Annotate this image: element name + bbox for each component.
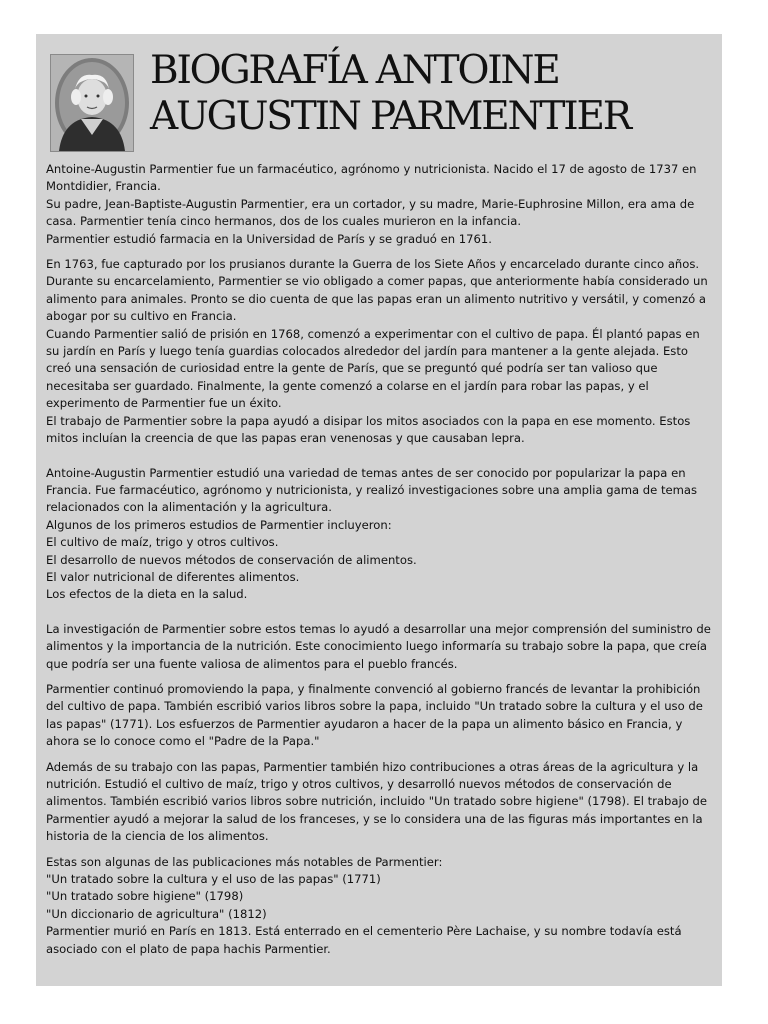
paragraph: Algunos de los primeros estudios de Parmentier incluyeron: <box>46 517 392 532</box>
list-item: "Un tratado sobre la cultura y el uso de las papas" (1771) <box>46 872 381 887</box>
paragraph: Su padre, Jean-Baptiste-Augustin Parmentier, era un cortador, y su madre, Marie-Euphrosine Millon, era ama de casa. Parmentier tenía cinco hermanos, dos de los cuales murieron en la infancia. <box>46 196 695 229</box>
page-title <box>150 48 710 140</box>
spacer <box>46 846 716 854</box>
spacer <box>46 248 716 256</box>
paragraph: Parmentier murió en París en 1813. Está enterrado en el cementerio Père Lachaise, y su nombre todavía está asociado con el plato de papa hachis Parmentier. <box>46 924 682 956</box>
title-line-1: BIOGRAFÍA ANTOINE <box>150 48 559 93</box>
paragraph: La investigación de Parmentier sobre estos temas lo ayudó a desarrollar una mejor comprensión del suministro de alimentos y la importancia de la nutrición. Este conocimiento luego informaría su trabajo sobre la papa, que creía que podría ser una fuente valiosa de alimentos para el pueblo francés. <box>46 621 711 671</box>
title-line-2: AUGUSTIN PARMENTIER <box>150 94 630 139</box>
paragraph: El trabajo de Parmentier sobre la papa ayudó a disipar los mitos asociados con la papa en ese momento. Estos mitos incluían la creencia de que las papas eran venenosas y que causaban lepra. <box>46 413 691 446</box>
list-item: El desarrollo de nuevos métodos de conservación de alimentos. <box>46 552 417 567</box>
spacer <box>46 751 716 759</box>
list-item: El cultivo de maíz, trigo y otros cultivos. <box>46 535 279 550</box>
list-item: "Un tratado sobre higiene" (1798) <box>46 889 244 904</box>
paragraph: Cuando Parmentier salió de prisión en 1768, comenzó a experimentar con el cultivo de papa. Él plantó papas en su jardín en París y luego tenía guardias colocados alrededor del jardín para mantener a la gente alejada. Esto creó una sensación de curiosidad entre la gente de París, que se preguntó qué podría ser tan valioso que necesitaba ser guardado. Finalmente, la gente comenzó a colarse en el jardín para robar las papas, y el experimento de Parmentier fue un éxito. <box>46 326 700 411</box>
paragraph: Parmentier estudió farmacia en la Universidad de París y se graduó en 1761. <box>46 231 492 246</box>
paragraph: Antoine-Augustin Parmentier fue un farmacéutico, agrónomo y nutricionista. Nacido el 17 de agosto de 1737 en Montdidier, Francia. <box>46 162 697 194</box>
spacer <box>46 604 716 621</box>
paragraph: Antoine-Augustin Parmentier estudió una variedad de temas antes de ser conocido por popularizar la papa en Francia. Fue farmacéutico, agrónomo y nutricionista, y realizó investigaciones sobre una amplia gama de temas relacionados con la alimentación y la agricultura. <box>46 465 698 515</box>
paragraph: Parmentier continuó promoviendo la papa, y finalmente convenció al gobierno francés de levantar la prohibición del cultivo de papa. También escribió varios libros sobre la papa, incluido "Un tratado sobre la cultura y el uso de las papas" (1771). Los esfuerzos de Parmentier ayudaron a hacer de la papa un alimento básico en Francia, y ahora se lo conoce como el "Padre de la Papa." <box>46 681 703 749</box>
list-item: Los efectos de la dieta en la salud. <box>46 587 248 602</box>
portrait-icon <box>51 55 133 151</box>
portrait-image <box>50 54 134 152</box>
document-page <box>36 34 722 986</box>
spacer <box>46 673 716 681</box>
list-item: El valor nutricional de diferentes alimentos. <box>46 569 300 584</box>
paragraph: Estas son algunas de las publicaciones más notables de Parmentier: <box>46 854 443 869</box>
spacer <box>46 448 716 465</box>
paragraph: En 1763, fue capturado por los prusianos durante la Guerra de los Siete Años y encarcelado durante cinco años. Durante su encarcelamiento, Parmentier se vio obligado a comer papas, que anteriormente había considerado un alimento para animales. Pronto se dio cuenta de que las papas eran un alimento nutritivo y versátil, y comenzó a abogar por su cultivo en Francia. <box>46 257 708 324</box>
list-item: "Un diccionario de agricultura" (1812) <box>46 906 267 921</box>
paragraph: Además de su trabajo con las papas, Parmentier también hizo contribuciones a otras áreas de la agricultura y la nutrición. Estudió el cultivo de maíz, trigo y otros cultivos, y desarrolló nuevos métodos de conservación de alimentos. También escribió varios libros sobre nutrición, incluido "Un tratado sobre higiene" (1798). El trabajo de Parmentier ayudó a mejorar la salud de los franceses, y se lo considera una de las figuras más importantes en la historia de la ciencia de los alimentos. <box>46 759 707 844</box>
biography-body <box>46 161 716 958</box>
